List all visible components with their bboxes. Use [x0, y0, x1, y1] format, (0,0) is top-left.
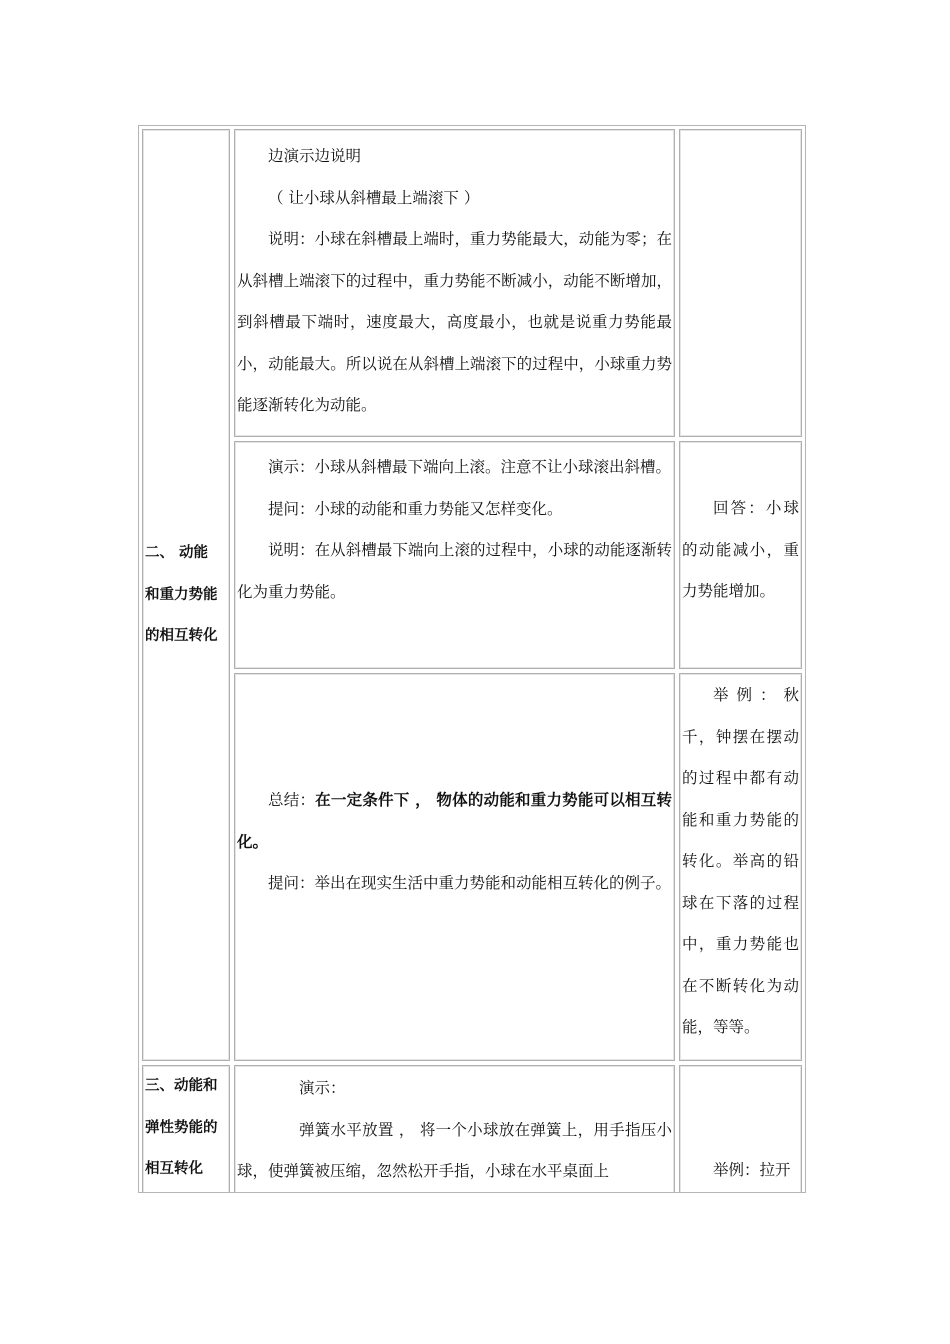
section3-demo-text: 弹簧水平放置 ， 将一个小球放在弹簧上，用手指压小球，使弹簧被压缩，忽然松开手指，小球在水平桌面上	[237, 1120, 672, 1180]
section3-response-cell	[679, 1065, 802, 1193]
section3-label-line: 相互转化	[145, 1161, 203, 1177]
row2-answer: 回答：小球的动能减小，重力势能增加。	[682, 499, 799, 600]
row1-line: 边演示边说明	[268, 147, 362, 165]
section2-label-line: 和重力势能	[145, 586, 218, 603]
row2-demo: 演示：小球从斜槽最下端向上滚。注意不让小球滚出斜槽。	[268, 458, 672, 476]
row3-question: 提问：举出在现实生活中重力势能和动能相互转化的例子。	[268, 874, 672, 892]
section3-label-line: 三、动能和	[145, 1078, 218, 1094]
row1-response-cell	[679, 129, 802, 437]
row3-example: 举例：秋千，钟摆在摆动的过程中都有动能和重力势能的转化。举高的铅球在下落的过程中，重力势能也在不断转化为动能，等等。	[682, 686, 799, 1036]
section3-example: 举例：拉开	[713, 1161, 791, 1179]
row2-content-cell	[234, 441, 675, 669]
section3-content-cell	[234, 1065, 675, 1193]
summary-prefix: 总结：	[268, 791, 316, 809]
section2-label-line: 二、 动能	[145, 545, 209, 561]
section3-label-line: 弹性势能的	[145, 1119, 218, 1136]
row1-line: （ 让小球从斜槽最上端滚下 ）	[268, 188, 480, 207]
section3-demo-title: 演示：	[299, 1079, 346, 1097]
summary-bold: 在一定条件下 ， 物体的动能和重力势能可以相互转化。	[237, 791, 672, 851]
row3-summary	[237, 780, 672, 863]
row2-response-cell	[679, 441, 802, 669]
row2-explanation: 说明：在从斜槽最下端向上滚的过程中，小球的动能逐渐转化为重力势能。	[237, 541, 672, 601]
row3-response-cell	[679, 673, 802, 1061]
section2-label-line: 的相互转化	[145, 628, 218, 644]
row1-content-cell	[234, 129, 675, 437]
row1-explanation: 说明：小球在斜槽最上端时，重力势能最大，动能为零；在从斜槽上端滚下的过程中，重力势能不断减小，动能不断增加，到斜槽最下端时，速度最大，高度最小，也就是说重力势能最小，动能最大。所以说在从斜槽上端滚下的过程中，小球重力势能逐渐转化为动能。	[237, 230, 672, 414]
section2-label-cell	[142, 129, 230, 1061]
section3-label-cell	[142, 1065, 230, 1193]
lesson-table	[138, 125, 806, 1193]
row2-question: 提问：小球的动能和重力势能又怎样变化。	[268, 499, 563, 518]
row3-content-cell	[234, 673, 675, 1061]
